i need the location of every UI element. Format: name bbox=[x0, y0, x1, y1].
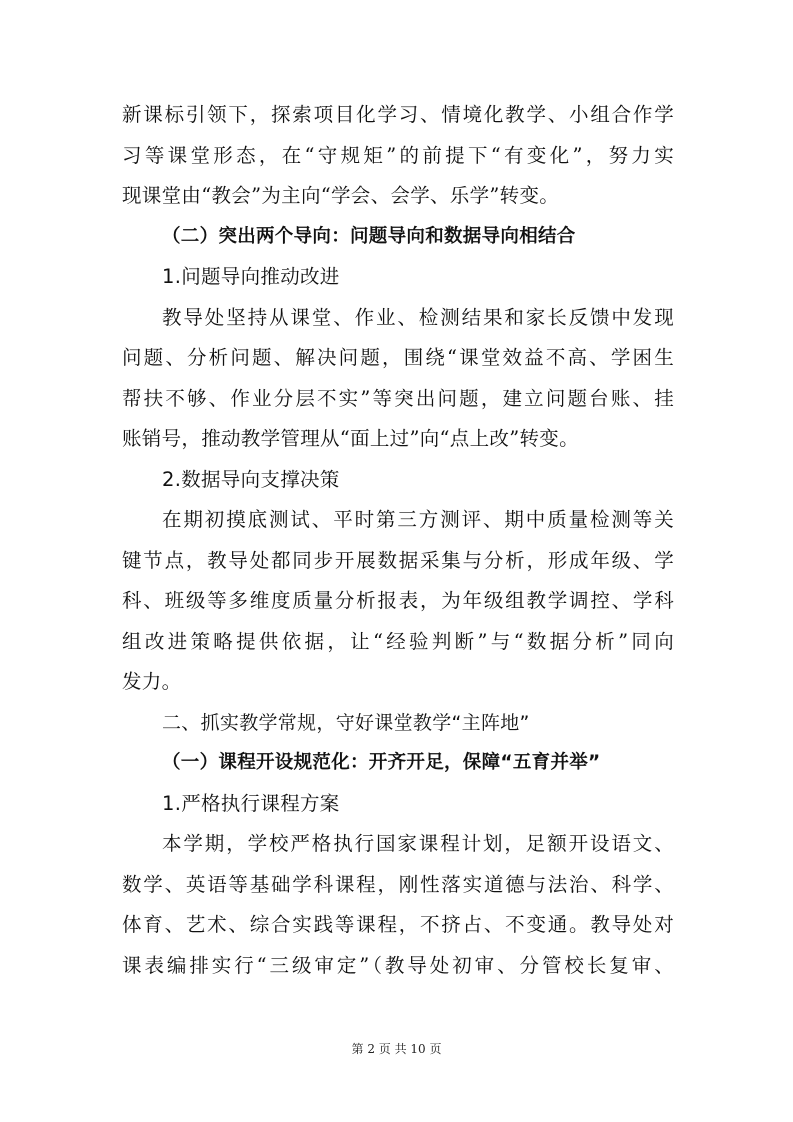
paragraph-line: 发力。 bbox=[122, 670, 182, 693]
subsection-heading: 2.数据导向支撑决策 bbox=[162, 467, 340, 491]
subsection-heading: 1.问题导向推动改进 bbox=[162, 265, 340, 288]
paragraph-line: 体育、艺术、综合实践等课程，不挤占、不变通。教导处对 bbox=[122, 913, 674, 936]
paragraph-line: 新课标引领下，探索项目化学习、情境化教学、小组合作学 bbox=[122, 103, 674, 126]
paragraph-line: 科、班级等多维度质量分析报表，为年级组教学调控、学科 bbox=[122, 589, 674, 612]
paragraph-line: 键节点，教导处都同步开展数据采集与分析，形成年级、学 bbox=[122, 548, 674, 572]
chapter-heading: 二、抓实教学常规，守好课堂教学“主阵地” bbox=[162, 711, 530, 734]
paragraph-line: 在期初摸底测试、平时第三方测评、期中质量检测等关 bbox=[162, 508, 674, 531]
paragraph-line: 现课堂由“教会”为主向“学会、会学、乐学”转变。 bbox=[122, 184, 560, 207]
section-heading: （一）课程开设规范化：开齐开足，保障“五育并举” bbox=[162, 752, 601, 773]
paragraph-line: 组改进策略提供依据，让“经验判断”与“数据分析”同向 bbox=[122, 629, 674, 653]
section-heading: （二）突出两个导向：问题导向和数据导向相结合 bbox=[162, 225, 576, 247]
paragraph-line: 课表编排实行“三级审定”（教导处初审、分管校长复审、 bbox=[122, 953, 674, 977]
subsection-heading: 1.严格执行课程方案 bbox=[162, 791, 340, 815]
paragraph-line: 习等课堂形态，在“守规矩”的前提下“有变化”，努力实 bbox=[122, 143, 674, 167]
paragraph-line: 帮扶不够、作业分层不实”等突出问题，建立问题台账、挂 bbox=[122, 386, 674, 410]
paragraph-line: 教导处坚持从课堂、作业、检测结果和家长反馈中发现 bbox=[162, 305, 674, 329]
page-footer: 第 2 页 共 10 页 bbox=[351, 1042, 442, 1056]
paragraph-line: 账销号，推动教学管理从“面上过”向“点上改”转变。 bbox=[122, 427, 579, 450]
paragraph-line: 问题、分析问题、解决问题，围绕“课堂效益不高、学困生 bbox=[122, 346, 674, 369]
paragraph-line: 本学期，学校严格执行国家课程计划，足额开设语文、 bbox=[162, 832, 674, 855]
paragraph-line: 数学、英语等基础学科课程，刚性落实道德与法治、科学、 bbox=[122, 872, 674, 896]
